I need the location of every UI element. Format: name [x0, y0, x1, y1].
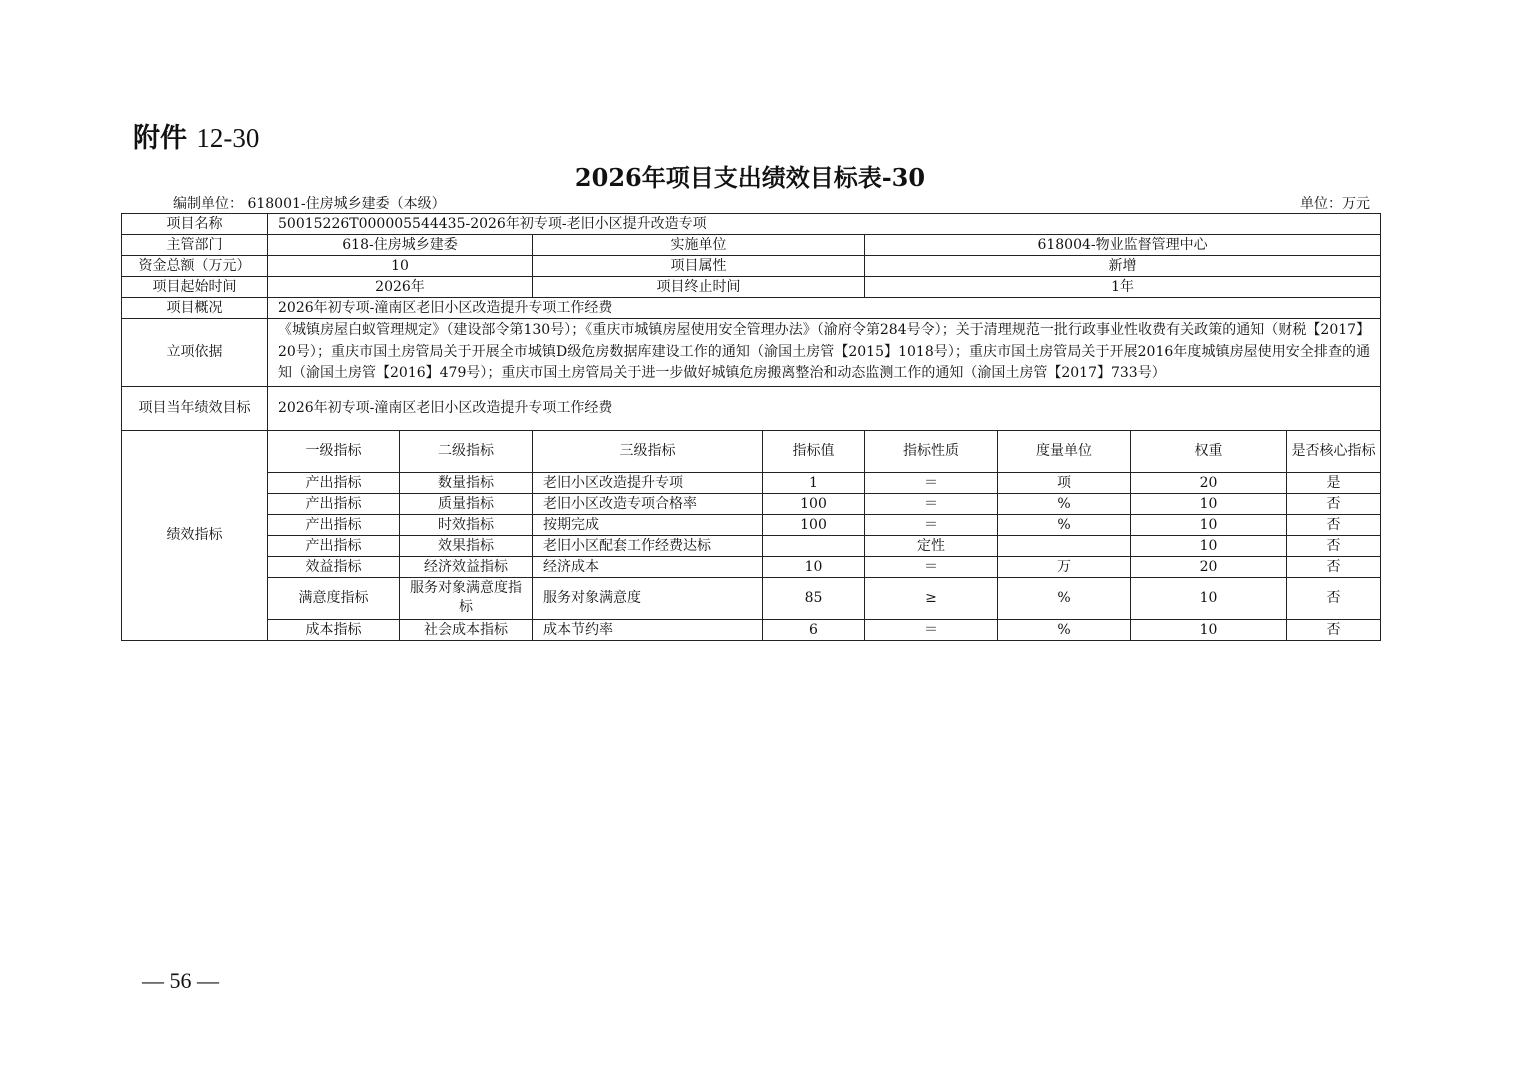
- cell-l2: 数量指标: [400, 472, 533, 493]
- row-dept: [122, 235, 1381, 256]
- cell-unit: %: [998, 619, 1131, 640]
- row-overview: [122, 298, 1381, 319]
- table-row: [122, 535, 1381, 556]
- table-row: [122, 619, 1381, 640]
- cell-weight: 10: [1131, 619, 1287, 640]
- cell-l3: 经济成本: [533, 556, 763, 577]
- dept-value: 618-住房城乡建委: [268, 235, 533, 256]
- cell-core: 否: [1287, 619, 1381, 640]
- attachment-number: 12-30: [196, 123, 260, 153]
- cell-core: 否: [1287, 535, 1381, 556]
- cell-weight: 10: [1131, 514, 1287, 535]
- header-l2: 二级指标: [400, 430, 533, 472]
- cell-core: 否: [1287, 556, 1381, 577]
- cell-weight: 10: [1131, 535, 1287, 556]
- cell-unit: 万: [998, 556, 1131, 577]
- cell-core: 否: [1287, 514, 1381, 535]
- cell-l1: 产出指标: [268, 514, 400, 535]
- cell-l1: 效益指标: [268, 556, 400, 577]
- goal-label: 项目当年绩效目标: [122, 386, 268, 430]
- overview-value: 2026年初专项-潼南区老旧小区改造提升专项工作经费: [268, 298, 1381, 319]
- end-label: 项目终止时间: [533, 277, 865, 298]
- basis-value: 《城镇房屋白蚁管理规定》（建设部令第130号）；《重庆市城镇房屋使用安全管理办法》（渝府令第284号令）；关于清理规范一批行政事业性收费有关政策的通知（财税【2017】20号）；重庆市国土房管局关于开展全市城镇D级危房数据库建设工作的通知（渝国土房管【2015】1018号）；重庆市国土房管局关于开展2016年度城镇房屋使用安全排查的通知（渝国土房管【2016】479号）；重庆市国土房管局关于进一步做好城镇危房搬离整治和动态监测工作的通知（渝国土房管【2017】733号）: [268, 319, 1381, 387]
- cell-value: 100: [763, 514, 865, 535]
- impl-value: 618004-物业监督管理中心: [865, 235, 1381, 256]
- header-weight: 权重: [1131, 430, 1287, 472]
- cell-l2: 经济效益指标: [400, 556, 533, 577]
- page-number: — 56 —: [142, 968, 219, 993]
- basis-label: 立项依据: [122, 319, 268, 387]
- cell-value: 100: [763, 493, 865, 514]
- cell-l1: 产出指标: [268, 493, 400, 514]
- header-l3: 三级指标: [533, 430, 763, 472]
- cell-nature: 定性: [865, 535, 998, 556]
- attr-label: 项目属性: [533, 256, 865, 277]
- header-l1: 一级指标: [268, 430, 400, 472]
- cell-l3: 老旧小区配套工作经费达标: [533, 535, 763, 556]
- header-value: 指标值: [763, 430, 865, 472]
- header-unit: 度量单位: [998, 430, 1131, 472]
- cell-core: 否: [1287, 493, 1381, 514]
- cell-l2: 效果指标: [400, 535, 533, 556]
- cell-l1: 成本指标: [268, 619, 400, 640]
- cell-value: [763, 535, 865, 556]
- funds-value: 10: [268, 256, 533, 277]
- performance-target-table: [121, 213, 1381, 641]
- cell-unit: 项: [998, 472, 1131, 493]
- amount-unit: 单位：万元: [1300, 196, 1370, 212]
- row-goal: [122, 386, 1381, 430]
- cell-l3: 老旧小区改造专项合格率: [533, 493, 763, 514]
- cell-nature: ＝: [865, 472, 998, 493]
- page-title: 2026年项目支出绩效目标表-30: [574, 163, 926, 192]
- cell-value: 1: [763, 472, 865, 493]
- cell-nature: ＝: [865, 493, 998, 514]
- cell-nature: ＝: [865, 619, 998, 640]
- start-label: 项目起始时间: [122, 277, 268, 298]
- row-funds: [122, 256, 1381, 277]
- cell-core: 否: [1287, 577, 1381, 619]
- cell-l1: 产出指标: [268, 535, 400, 556]
- table-row: [122, 493, 1381, 514]
- project-name-label: 项目名称: [122, 214, 268, 235]
- row-basis: [122, 319, 1381, 387]
- cell-l3: 成本节约率: [533, 619, 763, 640]
- cell-l2: 社会成本指标: [400, 619, 533, 640]
- cell-l3: 按期完成: [533, 514, 763, 535]
- goal-value: 2026年初专项-潼南区老旧小区改造提升专项工作经费: [268, 386, 1381, 430]
- attr-value: 新增: [865, 256, 1381, 277]
- indicator-header-row: [122, 430, 1381, 472]
- row-period: [122, 277, 1381, 298]
- project-name-value: 50015226T000005544435-2026年初专项-老旧小区提升改造专项: [268, 214, 1381, 235]
- table-row: [122, 556, 1381, 577]
- cell-l2: 服务对象满意度指标: [400, 577, 533, 619]
- cell-l3: 老旧小区改造提升专项: [533, 472, 763, 493]
- cell-l1: 产出指标: [268, 472, 400, 493]
- cell-nature: ＝: [865, 556, 998, 577]
- header-nature: 指标性质: [865, 430, 998, 472]
- cell-value: 10: [763, 556, 865, 577]
- cell-weight: 10: [1131, 493, 1287, 514]
- cell-value: 85: [763, 577, 865, 619]
- cell-l2: 质量指标: [400, 493, 533, 514]
- start-value: 2026年: [268, 277, 533, 298]
- cell-weight: 20: [1131, 556, 1287, 577]
- cell-nature: ＝: [865, 514, 998, 535]
- table-row: [122, 514, 1381, 535]
- overview-label: 项目概况: [122, 298, 268, 319]
- cell-weight: 20: [1131, 472, 1287, 493]
- header-core: 是否核心指标: [1287, 430, 1381, 472]
- cell-l3: 服务对象满意度: [533, 577, 763, 619]
- funds-label: 资金总额（万元）: [122, 256, 268, 277]
- cell-core: 是: [1287, 472, 1381, 493]
- row-project-name: [122, 214, 1381, 235]
- cell-unit: %: [998, 577, 1131, 619]
- cell-nature: ≥: [865, 577, 998, 619]
- end-value: 1年: [865, 277, 1381, 298]
- cell-value: 6: [763, 619, 865, 640]
- impl-label: 实施单位: [533, 235, 865, 256]
- compiling-unit: 编制单位： 618001-住房城乡建委（本级）: [173, 196, 446, 212]
- attachment-word: 附件: [133, 123, 187, 154]
- cell-l1: 满意度指标: [268, 577, 400, 619]
- attachment-label: [133, 116, 259, 155]
- cell-unit: %: [998, 493, 1131, 514]
- cell-unit: [998, 535, 1131, 556]
- dept-label: 主管部门: [122, 235, 268, 256]
- table-row: [122, 577, 1381, 619]
- indicators-section-label: 绩效指标: [122, 430, 268, 640]
- table-row: [122, 472, 1381, 493]
- cell-weight: 10: [1131, 577, 1287, 619]
- cell-l2: 时效指标: [400, 514, 533, 535]
- cell-unit: %: [998, 514, 1131, 535]
